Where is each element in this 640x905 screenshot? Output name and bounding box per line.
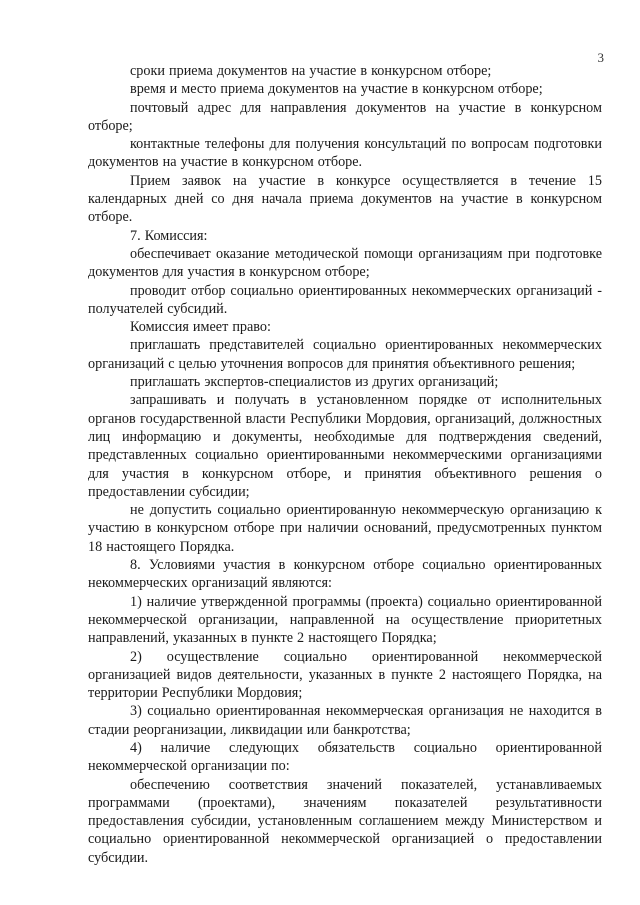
paragraph: запрашивать и получать в установленном порядке от исполнительных органов государственной власти Республики Мордовия, организаций, должностных лиц информацию и документы, необходимые для подтверждения сведений, представленных социально ориентированными некоммерческими организациями для участия в конкурсном отборе, и принятия объективного решения о предоставлении субсидии; [88, 392, 602, 500]
paragraph: 8. Условиями участия в конкурсном отборе социально ориентированных некоммерческих организаций являются: [88, 557, 602, 592]
paragraph: проводит отбор социально ориентированных некоммерческих организаций - получателей субсидий. [88, 282, 602, 317]
paragraph: Прием заявок на участие в конкурсе осуществляется в течение 15 календарных дней со дня начала приема документов на участие в конкурсном отборе. [88, 172, 602, 226]
paragraph: сроки приема документов на участие в конкурсном отборе; [130, 63, 492, 79]
paragraph: не допустить социально ориентированную некоммерческую организацию к участию в конкурсном отборе при наличии оснований, предусмотренных пунктом 18 настоящего Порядка. [88, 502, 602, 555]
document-body [88, 62, 602, 867]
paragraph: 2) осуществление социально ориентированной некоммерческой организацией видов деятельности, указанных в пункте 2 настоящего Порядка, на территории Республики Мордовия; [88, 648, 602, 702]
paragraph: 1) наличие утвержденной программы (проекта) социально ориентированной некоммерческой организации, направленной на осуществление приоритетных направлений, указанных в пункте 2 настоящего Порядка; [88, 593, 602, 647]
paragraph: почтовый адрес для направления документов на участие в конкурсном отборе; [88, 99, 602, 134]
paragraph: 3) социально ориентированная некоммерческая организация не находится в стадии реорганизации, ликвидации или банкротства; [88, 703, 602, 738]
paragraph: приглашать представителей социально ориентированных некоммерческих организаций с целью уточнения вопросов для принятия объективного решения; [88, 337, 602, 372]
page-number: 3 [597, 50, 604, 65]
paragraph: 4) наличие следующих обязательств социально ориентированной некоммерческой организации по: [88, 739, 602, 775]
paragraph: приглашать экспертов-специалистов из других организаций; [130, 374, 499, 391]
paragraph: обеспечивает оказание методической помощи организациям при подготовке документов для участия в конкурсном отборе; [88, 245, 602, 281]
paragraph: контактные телефоны для получения консультаций по вопросам подготовки документов на участие в конкурсном отборе. [88, 136, 602, 171]
paragraph: время и место приема документов на участие в конкурсном отборе; [130, 81, 543, 98]
paragraph: 7. Комиссия: [130, 227, 208, 244]
paragraph: обеспечению соответствия значений показателей, устанавливаемых программами (проектами), значениям показателей результативности предоставления субсидии, установленным соглашением между Министерством и социально ориентированной некоммерческой организацией о предоставлении субсидии. [88, 776, 602, 866]
paragraph: Комиссия имеет право: [130, 319, 271, 336]
